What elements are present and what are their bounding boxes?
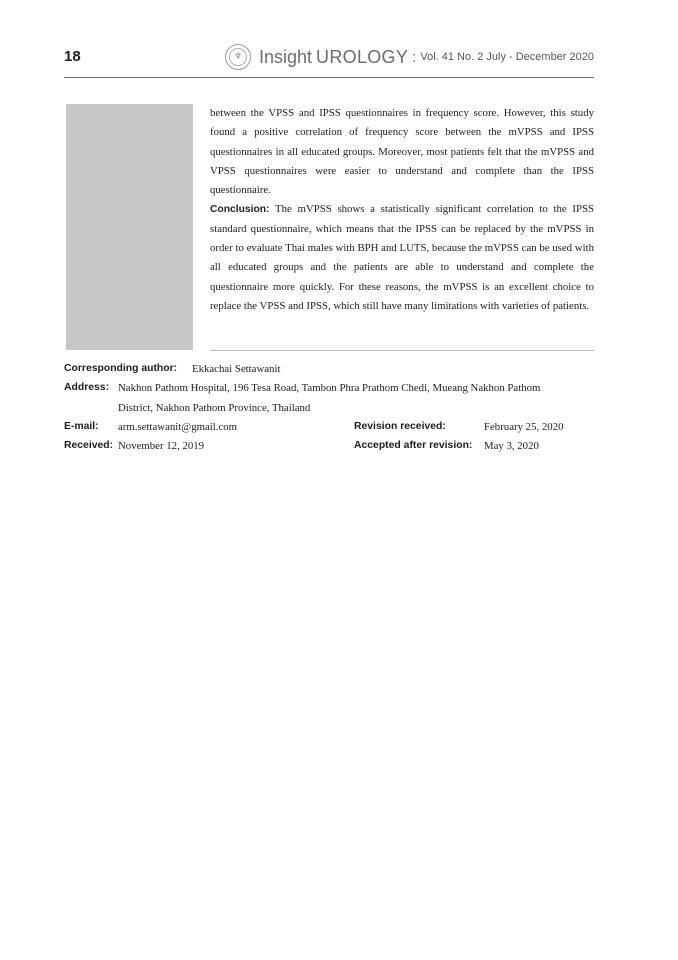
abstract-text [210, 104, 594, 316]
page-number: 18 [64, 48, 81, 65]
issue-info: Vol. 41 No. 2 July - December 2020 [420, 51, 594, 63]
revision-received-value: February 25, 2020 [484, 421, 564, 433]
address-row-2 [64, 398, 594, 418]
journal-separator: : [412, 48, 417, 66]
journal-name-urology: UROLOGY [316, 46, 409, 67]
received-accepted-row [64, 436, 594, 456]
address-row [64, 378, 594, 398]
address-line-1: Nakhon Pathom Hospital, 196 Tesa Road, Tambon Phra Prathom Chedi, Mueang Nakhon Pathom [118, 382, 541, 394]
corresponding-author-value: Ekkachai Settawanit [192, 363, 281, 375]
journal-logo-icon: ♆ [225, 44, 251, 70]
header-divider [64, 77, 594, 78]
accepted-label: Accepted after revision: [354, 440, 473, 451]
journal-name-insight: Insight [259, 46, 313, 67]
journal-header [225, 42, 594, 72]
conclusion-label: Conclusion: [210, 204, 270, 216]
address-line-2: District, Nakhon Pathom Province, Thailand [118, 402, 311, 414]
conclusion-text: The mVPSS shows a statistically significant correlation to the IPSS standard questionnaire, which means that the IPSS can be replaced by the mVPSS in order to evaluate Thai males with BPH and LUTS, because the mVPSS can be used with all educated groups and the patients are able to understand and complete the questionnaire more quickly. For these reasons, the mVPSS is an excellent choice to replace the VPSS and IPSS, which still have many limitations with varieties of patients. [210, 203, 594, 312]
revision-received-label: Revision received: [354, 421, 446, 432]
address-label: Address: [64, 382, 110, 393]
received-label: Received: [64, 440, 114, 451]
received-value: November 12, 2019 [118, 440, 205, 452]
corresponding-author-label: Corresponding author: [64, 363, 178, 374]
abstract-paragraph: between the VPSS and IPSS questionnaires in frequency score. However, this study found a positive correlation of frequency score between the mVPSS and IPSS questionnaires in all educated groups. Moreover, most patients felt that the mVPSS and VPSS questionnaires were easier to understand and complete than the IPSS questionnaire. [210, 107, 594, 197]
email-label: E-mail: [64, 421, 99, 432]
abstract-side-panel [66, 104, 193, 350]
abstract-divider [210, 350, 594, 351]
accepted-value: May 3, 2020 [484, 440, 539, 452]
conclusion-paragraph [210, 200, 594, 316]
corresponding-author-row [64, 359, 594, 379]
email-value[interactable]: arm.settawanit@gmail.com [118, 421, 238, 433]
email-revision-row [64, 417, 594, 437]
